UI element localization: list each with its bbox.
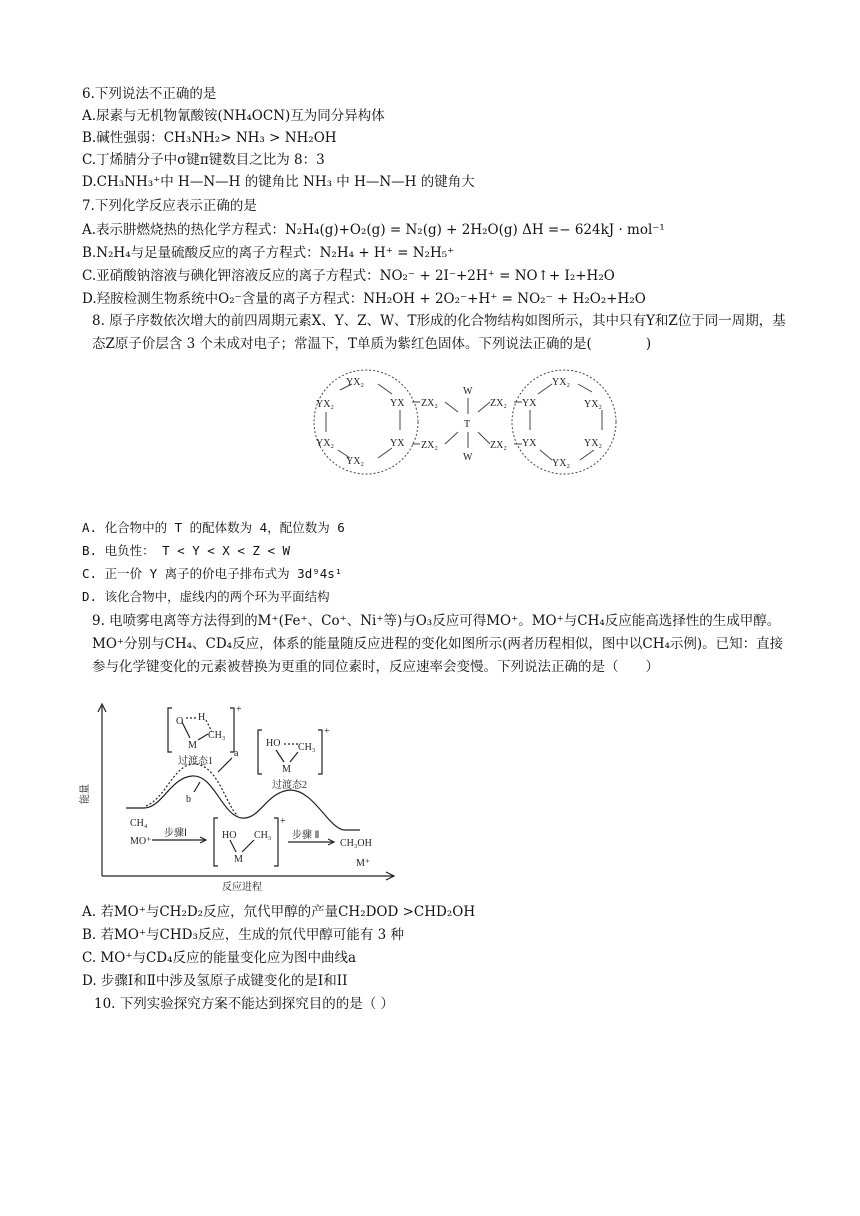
yx2-label: YX₂ (346, 377, 364, 388)
ts1-plus: + (236, 704, 242, 715)
q9-option-c: C. MO⁺与CD₄反应的能量变化应为图中曲线a (82, 950, 357, 966)
curve-b-label: b (186, 794, 191, 805)
q6-option-a: A.尿素与无机物氰酸铵(NH₄OCN)互为同分异构体 (82, 108, 385, 124)
reactant-ch4: CH₄ (130, 818, 148, 829)
q9-option-a: A. 若MO⁺与CH₂D₂反应，氘代甲醇的产量CH₂DOD >CHD₂OH (82, 904, 476, 920)
reactant-mo: MO⁺ (130, 836, 152, 847)
ts2-label: 过渡态2 (272, 780, 307, 791)
int-m: M (234, 854, 243, 865)
w-label: W (463, 386, 473, 397)
yx2-label: YX₂ (316, 399, 334, 410)
y-axis-label: 能量 (80, 784, 91, 804)
zx2-label: ZX₂ (421, 440, 438, 451)
q8-structure-diagram (308, 364, 628, 480)
curve-a (146, 764, 238, 816)
q7-option-a: A.表示肼燃烧热的热化学方程式：N₂H₄(g)+O₂(g) = N₂(g) + 2H₂O(g) ΔH =− 624kJ · mol⁻¹ (82, 222, 665, 238)
step2-label: 步骤 Ⅱ (292, 830, 320, 841)
yx2-label: YX₂ (584, 399, 602, 410)
w-label: W (463, 452, 473, 463)
q8-option-c: C. 正一价 Y 离子的价电子排布式为 3d⁹4s¹ (82, 566, 343, 581)
q8-stem: 8. 原子序数依次增大的前四周期元素X、Y、Z、W、T形成的化合物结构如图所示，其中只有Y和Z位于同一周期，基态Z原子价层含 3 个未成对电子；常温下，T单质为紫红色固体。下列说法正确的是( ) (92, 313, 786, 352)
product-m: M⁺ (356, 858, 371, 869)
yx-label: YX (390, 438, 405, 449)
yx2-label: YX₂ (346, 456, 364, 467)
yx-label: YX (390, 398, 405, 409)
q7-stem: 7.下列化学反应表示正确的是 (82, 198, 257, 214)
yx-label: YX (522, 398, 537, 409)
q7-option-d: D.羟胺检测生物系统中O₂⁻含量的离子方程式：NH₂OH + 2O₂⁻+H⁺ = NO₂⁻ + H₂O₂+H₂O (82, 291, 646, 307)
curve-a-label: a (234, 748, 239, 759)
t-label: T (464, 419, 471, 430)
zx2-label: ZX₂ (490, 398, 507, 409)
ts1-label: 过渡态1 (178, 756, 213, 767)
ts2-plus: + (324, 726, 330, 737)
int-ch3: CH₃ (254, 830, 272, 841)
q8-option-b: B. 电负性： T < Y < X < Z < W (82, 543, 291, 558)
q7-option-b: B.N₂H₄与足量硫酸反应的离子方程式：N₂H₄ + H⁺ = N₂H₅⁺ (82, 245, 455, 261)
q8-option-a: A. 化合物中的 T 的配体数为 4，配位数为 6 (82, 520, 345, 535)
yx2-label: YX₂ (316, 438, 334, 449)
ts1-h: H (198, 712, 206, 723)
yx2-label: YX₂ (584, 438, 602, 449)
q6-option-b: B.碱性强弱：CH₃NH₂> NH₃ > NH₂OH (82, 130, 337, 146)
q6-option-c: C.丁烯腈分子中σ键π键数目之比为 8：3 (82, 152, 325, 168)
ts2-ho: HO (266, 738, 281, 749)
left-ring-dashed-circle (314, 370, 418, 474)
ts1-ch3: CH₃ (208, 730, 226, 741)
x-axis-label: 反应进程 (222, 882, 262, 893)
q6-stem: 6.下列说法不正确的是 (82, 86, 217, 102)
q10-stem: 10. 下列实验探究方案不能达到探究目的的是（ ） (94, 996, 395, 1012)
curve-b (126, 776, 360, 830)
yx2-label: YX₂ (552, 458, 570, 469)
ts2-m: M (282, 764, 291, 775)
zx2-label: ZX₂ (421, 398, 438, 409)
yx2-label: YX₂ (552, 377, 570, 388)
step1-label: 步骤Ⅰ (164, 828, 187, 839)
yx-label: YX (522, 438, 537, 449)
q9-energy-diagram (82, 700, 412, 894)
q9-stem: 9. 电喷雾电离等方法得到的M⁺(Fe⁺、Co⁺、Ni⁺等)与O₃反应可得MO⁺。MO⁺与CH₄反应能高选择性的生成甲醇。MO⁺分别与CH₄、CD₄反应，体系的能量随反应进程的变化如图所示(两者历程相似，图中以CH₄示例)。已知：直接参与化学键变化的元素被替换为更重的同位素时，反应速率会变慢。下列说法正确的是（ ） (92, 613, 784, 675)
int-plus: + (280, 816, 286, 827)
q9-option-d: D. 步骤Ⅰ和Ⅱ中涉及氢原子成键变化的是I和II (82, 973, 348, 989)
q7-option-c: C.亚硝酸钠溶液与碘化钾溶液反应的离子方程式：NO₂⁻ + 2I⁻+2H⁺ = NO↑+ I₂+H₂O (82, 268, 615, 284)
product-ch3oh: CH₃OH (340, 838, 372, 849)
int-ho: HO (222, 830, 237, 841)
q9-option-b: B. 若MO⁺与CHD₃反应，生成的氘代甲醇可能有 3 种 (82, 927, 405, 943)
zx2-label: ZX₂ (490, 440, 507, 451)
ts2-ch3: CH₃ (298, 742, 316, 753)
ts1-m: M (188, 740, 197, 751)
q8-option-d: D. 该化合物中，虚线内的两个环为平面结构 (82, 589, 330, 604)
ts1-o: O (176, 716, 184, 727)
q6-option-d: D.CH₃NH₃⁺中 H—N—H 的键角比 NH₃ 中 H—N—H 的键角大 (82, 174, 475, 190)
